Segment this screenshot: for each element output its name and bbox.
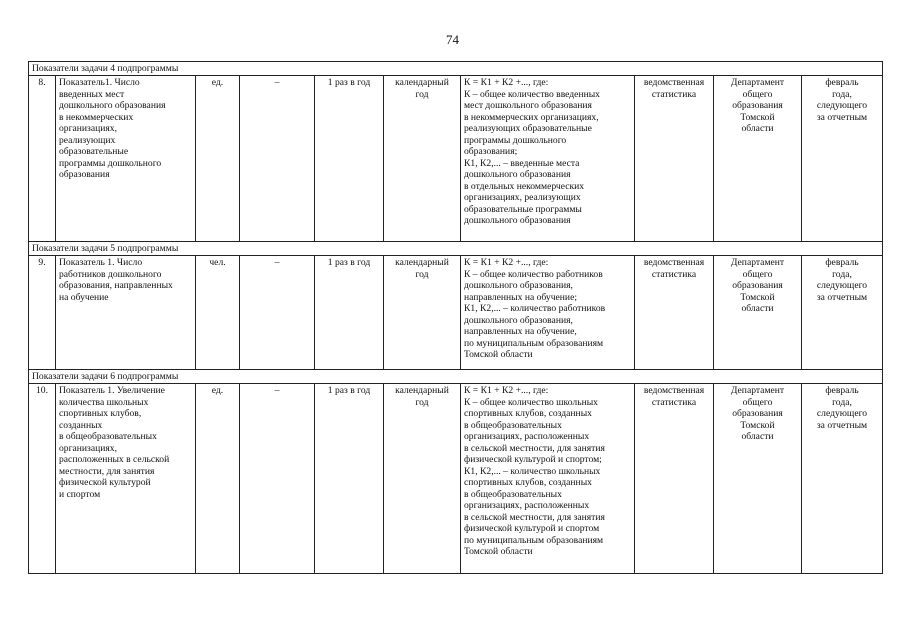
section-header-row <box>29 370 883 384</box>
frequency-cell: 1 раз в год <box>315 256 384 370</box>
formula-cell: К = К1 + К2 +..., где: К – общее количество работников дошкольного образования, направленных на обучение; К1, К2,... – количество работников дошкольного образования, направленных на обучение, по муниципальным образованиям Томской области <box>461 256 635 370</box>
unit-cell: чел. <box>196 256 240 370</box>
deadline-cell: февраль года, следующего за отчетным <box>802 76 883 242</box>
page-number: 74 <box>446 32 459 47</box>
unit-cell: ед. <box>196 384 240 574</box>
source-cell: ведомственная статистика <box>635 384 714 574</box>
source-cell: ведомственная статистика <box>635 76 714 242</box>
indicator-name: Показатель 1. Увеличение количества школьных спортивных клубов, созданных в общеобразовательных организациях, расположенных в сельской местности, для занятия физической культурой и спортом <box>56 384 196 574</box>
period-cell: календарный год <box>384 76 461 242</box>
section-header-row <box>29 242 883 256</box>
row-number: 10. <box>29 384 56 574</box>
dash-cell: – <box>240 76 315 242</box>
section-title: Показатели задачи 6 подпрограммы <box>29 370 883 384</box>
indicators-table <box>28 61 883 574</box>
period-cell: календарный год <box>384 256 461 370</box>
source-cell: ведомственная статистика <box>635 256 714 370</box>
period-cell: календарный год <box>384 384 461 574</box>
row-number: 8. <box>29 76 56 242</box>
section-header-row <box>29 62 883 76</box>
dash-cell: – <box>240 384 315 574</box>
responsible-cell: Департамент общего образования Томской области <box>714 76 802 242</box>
table-row <box>29 256 883 370</box>
table-row <box>29 76 883 242</box>
unit-cell: ед. <box>196 76 240 242</box>
formula-cell: К = К1 + К2 +..., где: К – общее количество введенных мест дошкольного образования в некоммерческих организациях, реализующих образовательные программы дошкольного образования; К1, К2,... – введенные места дошкольного образования в отдельных некоммерческих организациях, реализующих образовательные программы дошкольного образования <box>461 76 635 242</box>
table-row <box>29 384 883 574</box>
deadline-cell: февраль года, следующего за отчетным <box>802 256 883 370</box>
section-title: Показатели задачи 5 подпрограммы <box>29 242 883 256</box>
frequency-cell: 1 раз в год <box>315 384 384 574</box>
deadline-cell: февраль года, следующего за отчетным <box>802 384 883 574</box>
dash-cell: – <box>240 256 315 370</box>
row-number: 9. <box>29 256 56 370</box>
indicator-name: Показатель 1. Число работников дошкольного образования, направленных на обучение <box>56 256 196 370</box>
formula-cell: К = К1 + К2 +..., где: К – общее количество школьных спортивных клубов, созданных в общеобразовательных организациях, расположенных в сельской местности, для занятия физической культурой и спортом; К1, К2,... – количество школьных спортивных клубов, созданных в общеобразовательных организациях, расположенных в сельской местности, для занятия физической культурой и спортом по муниципальным образованиям Томской области <box>461 384 635 574</box>
responsible-cell: Департамент общего образования Томской области <box>714 384 802 574</box>
responsible-cell: Департамент общего образования Томской области <box>714 256 802 370</box>
indicator-name: Показатель1. Число введенных мест дошкольного образования в некоммерческих организациях, реализующих образовательные программы дошкольного образования <box>56 76 196 242</box>
section-title: Показатели задачи 4 подпрограммы <box>29 62 883 76</box>
frequency-cell: 1 раз в год <box>315 76 384 242</box>
